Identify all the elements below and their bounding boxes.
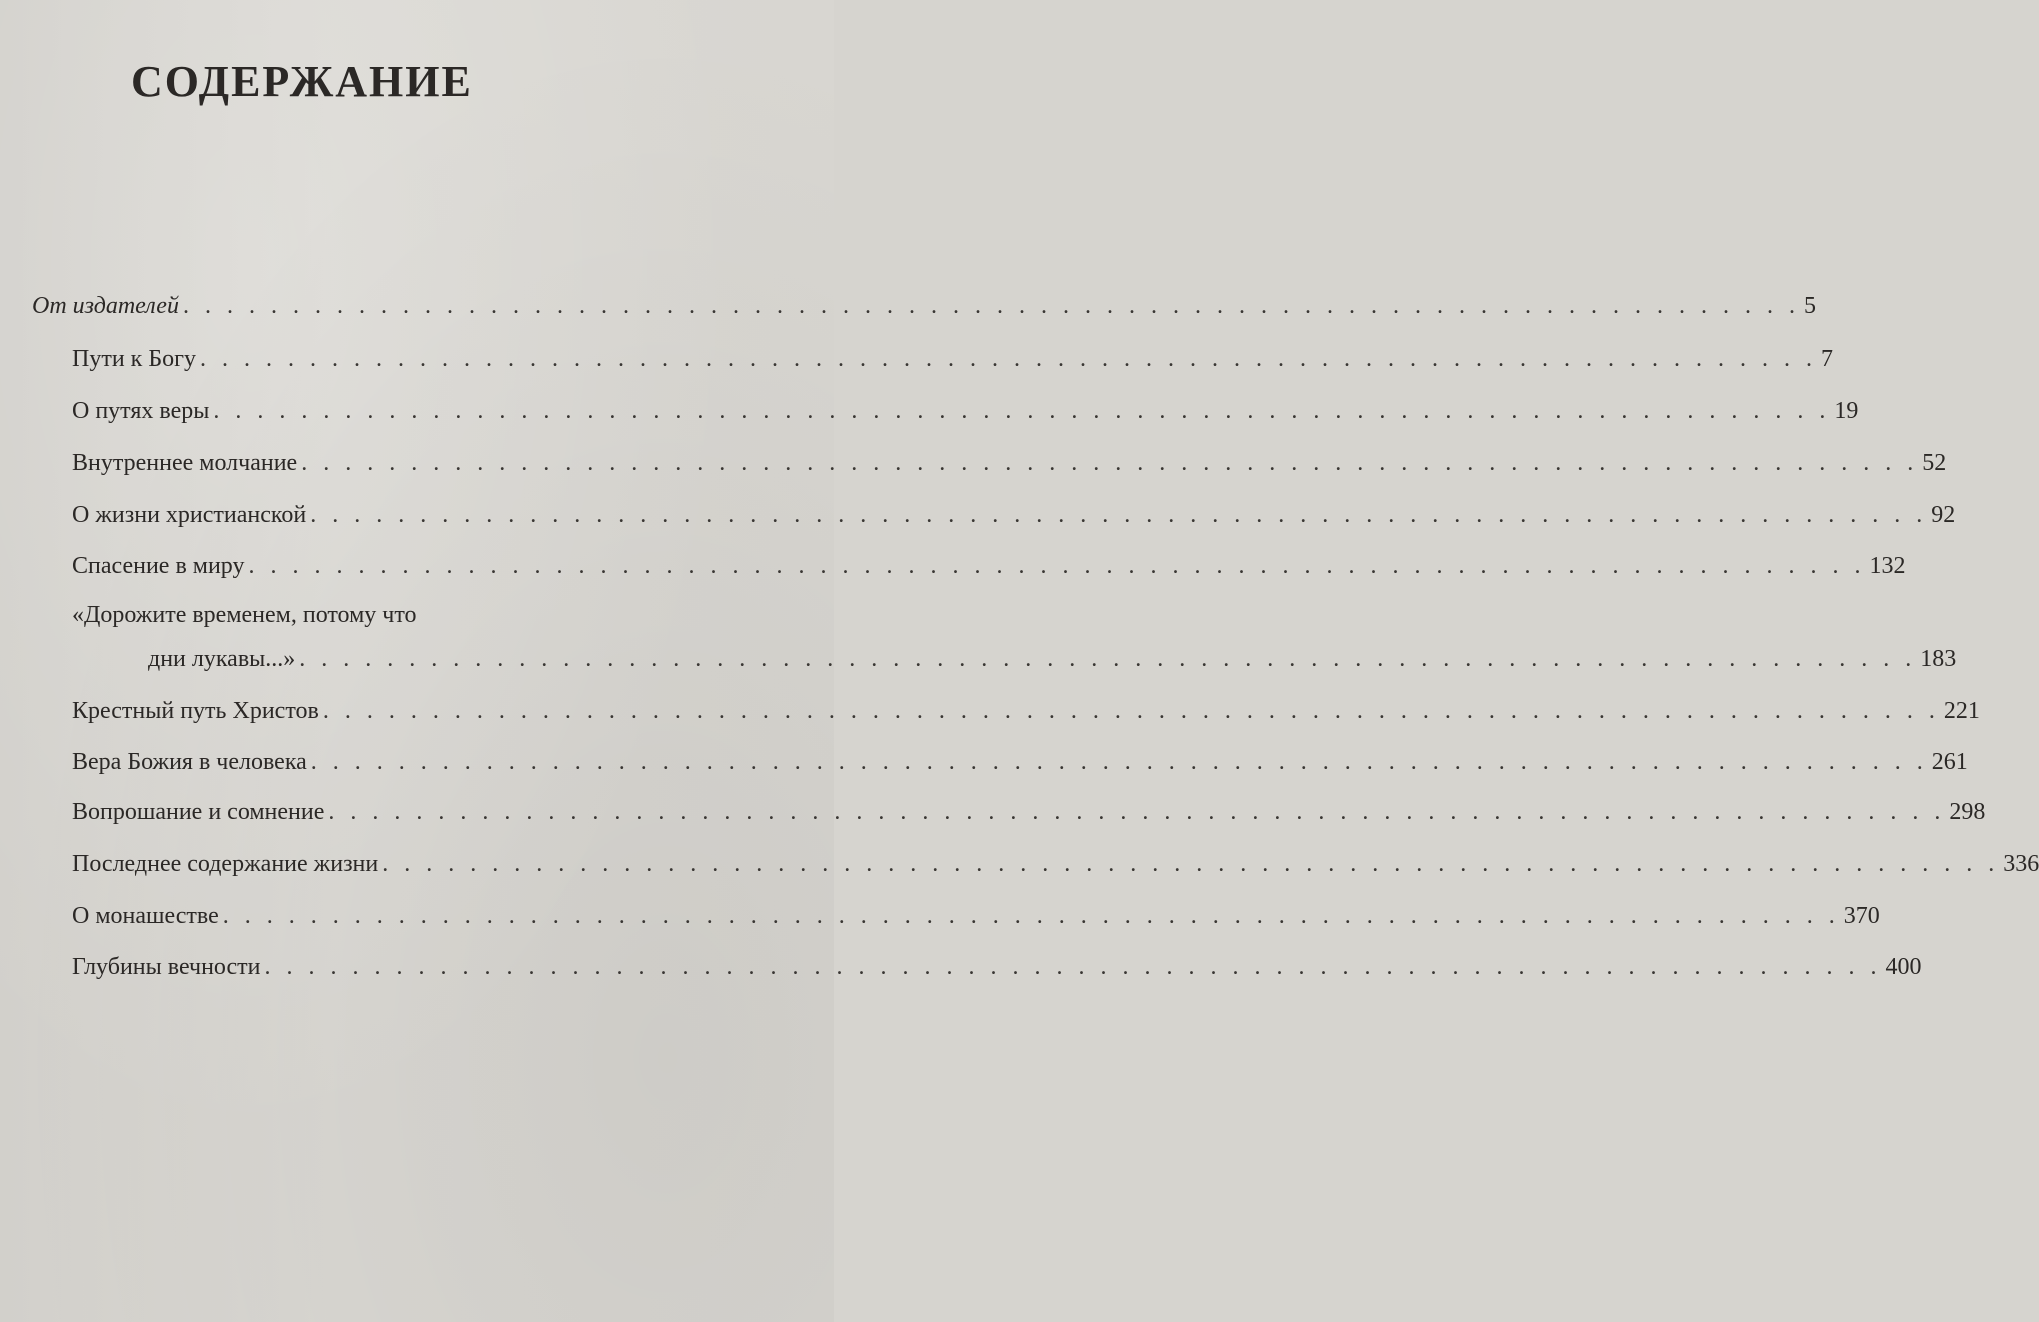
toc-page-number: 19 bbox=[1834, 398, 1859, 424]
toc-entry-label: Вера Божия в человека bbox=[72, 749, 307, 775]
toc-entry-label: О монашестве bbox=[72, 903, 219, 929]
toc-entry bbox=[72, 447, 1947, 479]
toc-leader-dots: . . . . . . . . . . . . . . . . . . . . . . . . . . . . . . . . . . . . . . . . . . . . . . . . . . . . . . . . . . . . . . . . . . . . . . . . . . bbox=[322, 698, 1940, 724]
page-title: СОДЕРЖАНИЕ bbox=[131, 57, 473, 106]
toc-entry-label: Глубины вечности bbox=[72, 954, 261, 980]
toc-entry-label: От издателей bbox=[32, 293, 179, 319]
toc-page-number: 400 bbox=[1885, 954, 1922, 980]
toc-entry-label: О жизни христианской bbox=[72, 502, 307, 528]
toc-page-number: 370 bbox=[1843, 903, 1880, 929]
toc-leader-dots: . . . . . . . . . . . . . . . . . . . . . . . . . . . . . . . . . . . . . . . . . . . . . . . . . . . . . . . . . . . . . . . . . . . . . . . . . . bbox=[264, 954, 1882, 980]
toc-leader-dots: . . . . . . . . . . . . . . . . . . . . . . . . . . . . . . . . . . . . . . . . . . . . . . . . . . . . . . . . . . . . . . . . . . . . . . . . . . bbox=[301, 450, 1919, 476]
toc-entry bbox=[72, 796, 1986, 828]
toc-page-number: 132 bbox=[1869, 553, 1906, 579]
toc-leader-dots: . . . . . . . . . . . . . . . . . . . . . . . . . . . . . . . . . . . . . . . . . . . . . . . . . . . . . . . . . . . . . . . . . . . . . . . . . . bbox=[310, 502, 1928, 528]
toc-leader-dots: . . . . . . . . . . . . . . . . . . . . . . . . . . . . . . . . . . . . . . . . . . . . . . . . . . . . . . . . . . . . . . . . . . . . . . . . . . bbox=[299, 646, 1917, 672]
toc-page-number: 7 bbox=[1820, 346, 1833, 372]
toc-entry-label: Крестный путь Христов bbox=[72, 698, 319, 724]
toc-entry bbox=[72, 695, 1980, 727]
toc-leader-dots: . . . . . . . . . . . . . . . . . . . . . . . . . . . . . . . . . . . . . . . . . . . . . . . . . . . . . . . . . . . . . . . . . . . . . . . . . . bbox=[222, 903, 1840, 929]
toc-leader-dots: . . . . . . . . . . . . . . . . . . . . . . . . . . . . . . . . . . . . . . . . . . . . . . . . . . . . . . . . . . . . . . . . . . . . . . . . . . bbox=[328, 799, 1946, 825]
toc-entry bbox=[148, 643, 1957, 675]
toc-page-number: 92 bbox=[1931, 502, 1956, 528]
toc-entry-label: Вопрошание и сомнение bbox=[72, 799, 325, 825]
toc-page-number: 183 bbox=[1920, 646, 1957, 672]
toc-entry bbox=[72, 848, 2039, 880]
toc-entry-label: Спасение в миру bbox=[72, 553, 245, 579]
toc-entry bbox=[72, 395, 1859, 427]
toc-entry-label: Внутреннее молчание bbox=[72, 450, 298, 476]
toc-page-number: 298 bbox=[1949, 799, 1986, 825]
toc-leader-dots: . . . . . . . . . . . . . . . . . . . . . . . . . . . . . . . . . . . . . . . . . . . . . . . . . . . . . . . . . . . . . . . . . . . . . . . . . . bbox=[213, 398, 1831, 424]
toc-entry bbox=[72, 900, 1880, 932]
toc-entry-label-line1: «Дорожите временем, потому что bbox=[72, 602, 417, 628]
toc-entry-label: Последнее содержание жизни bbox=[72, 851, 379, 877]
toc-leader-dots: . . . . . . . . . . . . . . . . . . . . . . . . . . . . . . . . . . . . . . . . . . . . . . . . . . . . . . . . . . . . . . . . . . . . . . . . . . bbox=[248, 553, 1866, 579]
toc-page-number: 221 bbox=[1943, 698, 1980, 724]
toc-page-number: 5 bbox=[1803, 293, 1816, 319]
toc-entry bbox=[72, 746, 1968, 778]
toc-entry-label: Пути к Богу bbox=[72, 346, 196, 372]
toc-entry bbox=[72, 499, 1956, 531]
toc-entry-label-line2: дни лукавы...» bbox=[148, 646, 296, 672]
toc-entry bbox=[72, 343, 1833, 375]
toc-leader-dots: . . . . . . . . . . . . . . . . . . . . . . . . . . . . . . . . . . . . . . . . . . . . . . . . . . . . . . . . . . . . . . . . . . . . . . . . . . bbox=[382, 851, 2000, 877]
toc-leader-dots: . . . . . . . . . . . . . . . . . . . . . . . . . . . . . . . . . . . . . . . . . . . . . . . . . . . . . . . . . . . . . . . . . . . . . . . . . . bbox=[182, 293, 1800, 319]
toc-leader-dots: . . . . . . . . . . . . . . . . . . . . . . . . . . . . . . . . . . . . . . . . . . . . . . . . . . . . . . . . . . . . . . . . . . . . . . . . . . bbox=[310, 749, 1928, 775]
toc-entry-label: О путях веры bbox=[72, 398, 210, 424]
toc-leader-dots: . . . . . . . . . . . . . . . . . . . . . . . . . . . . . . . . . . . . . . . . . . . . . . . . . . . . . . . . . . . . . . . . . . . . . . . . . . bbox=[199, 346, 1817, 372]
toc-entry bbox=[32, 290, 1816, 322]
toc-page-number: 52 bbox=[1922, 450, 1947, 476]
toc-entry bbox=[72, 951, 1922, 983]
toc-entry bbox=[72, 550, 1906, 582]
toc-page-number: 336 bbox=[2003, 851, 2039, 877]
toc-page-number: 261 bbox=[1931, 749, 1968, 775]
